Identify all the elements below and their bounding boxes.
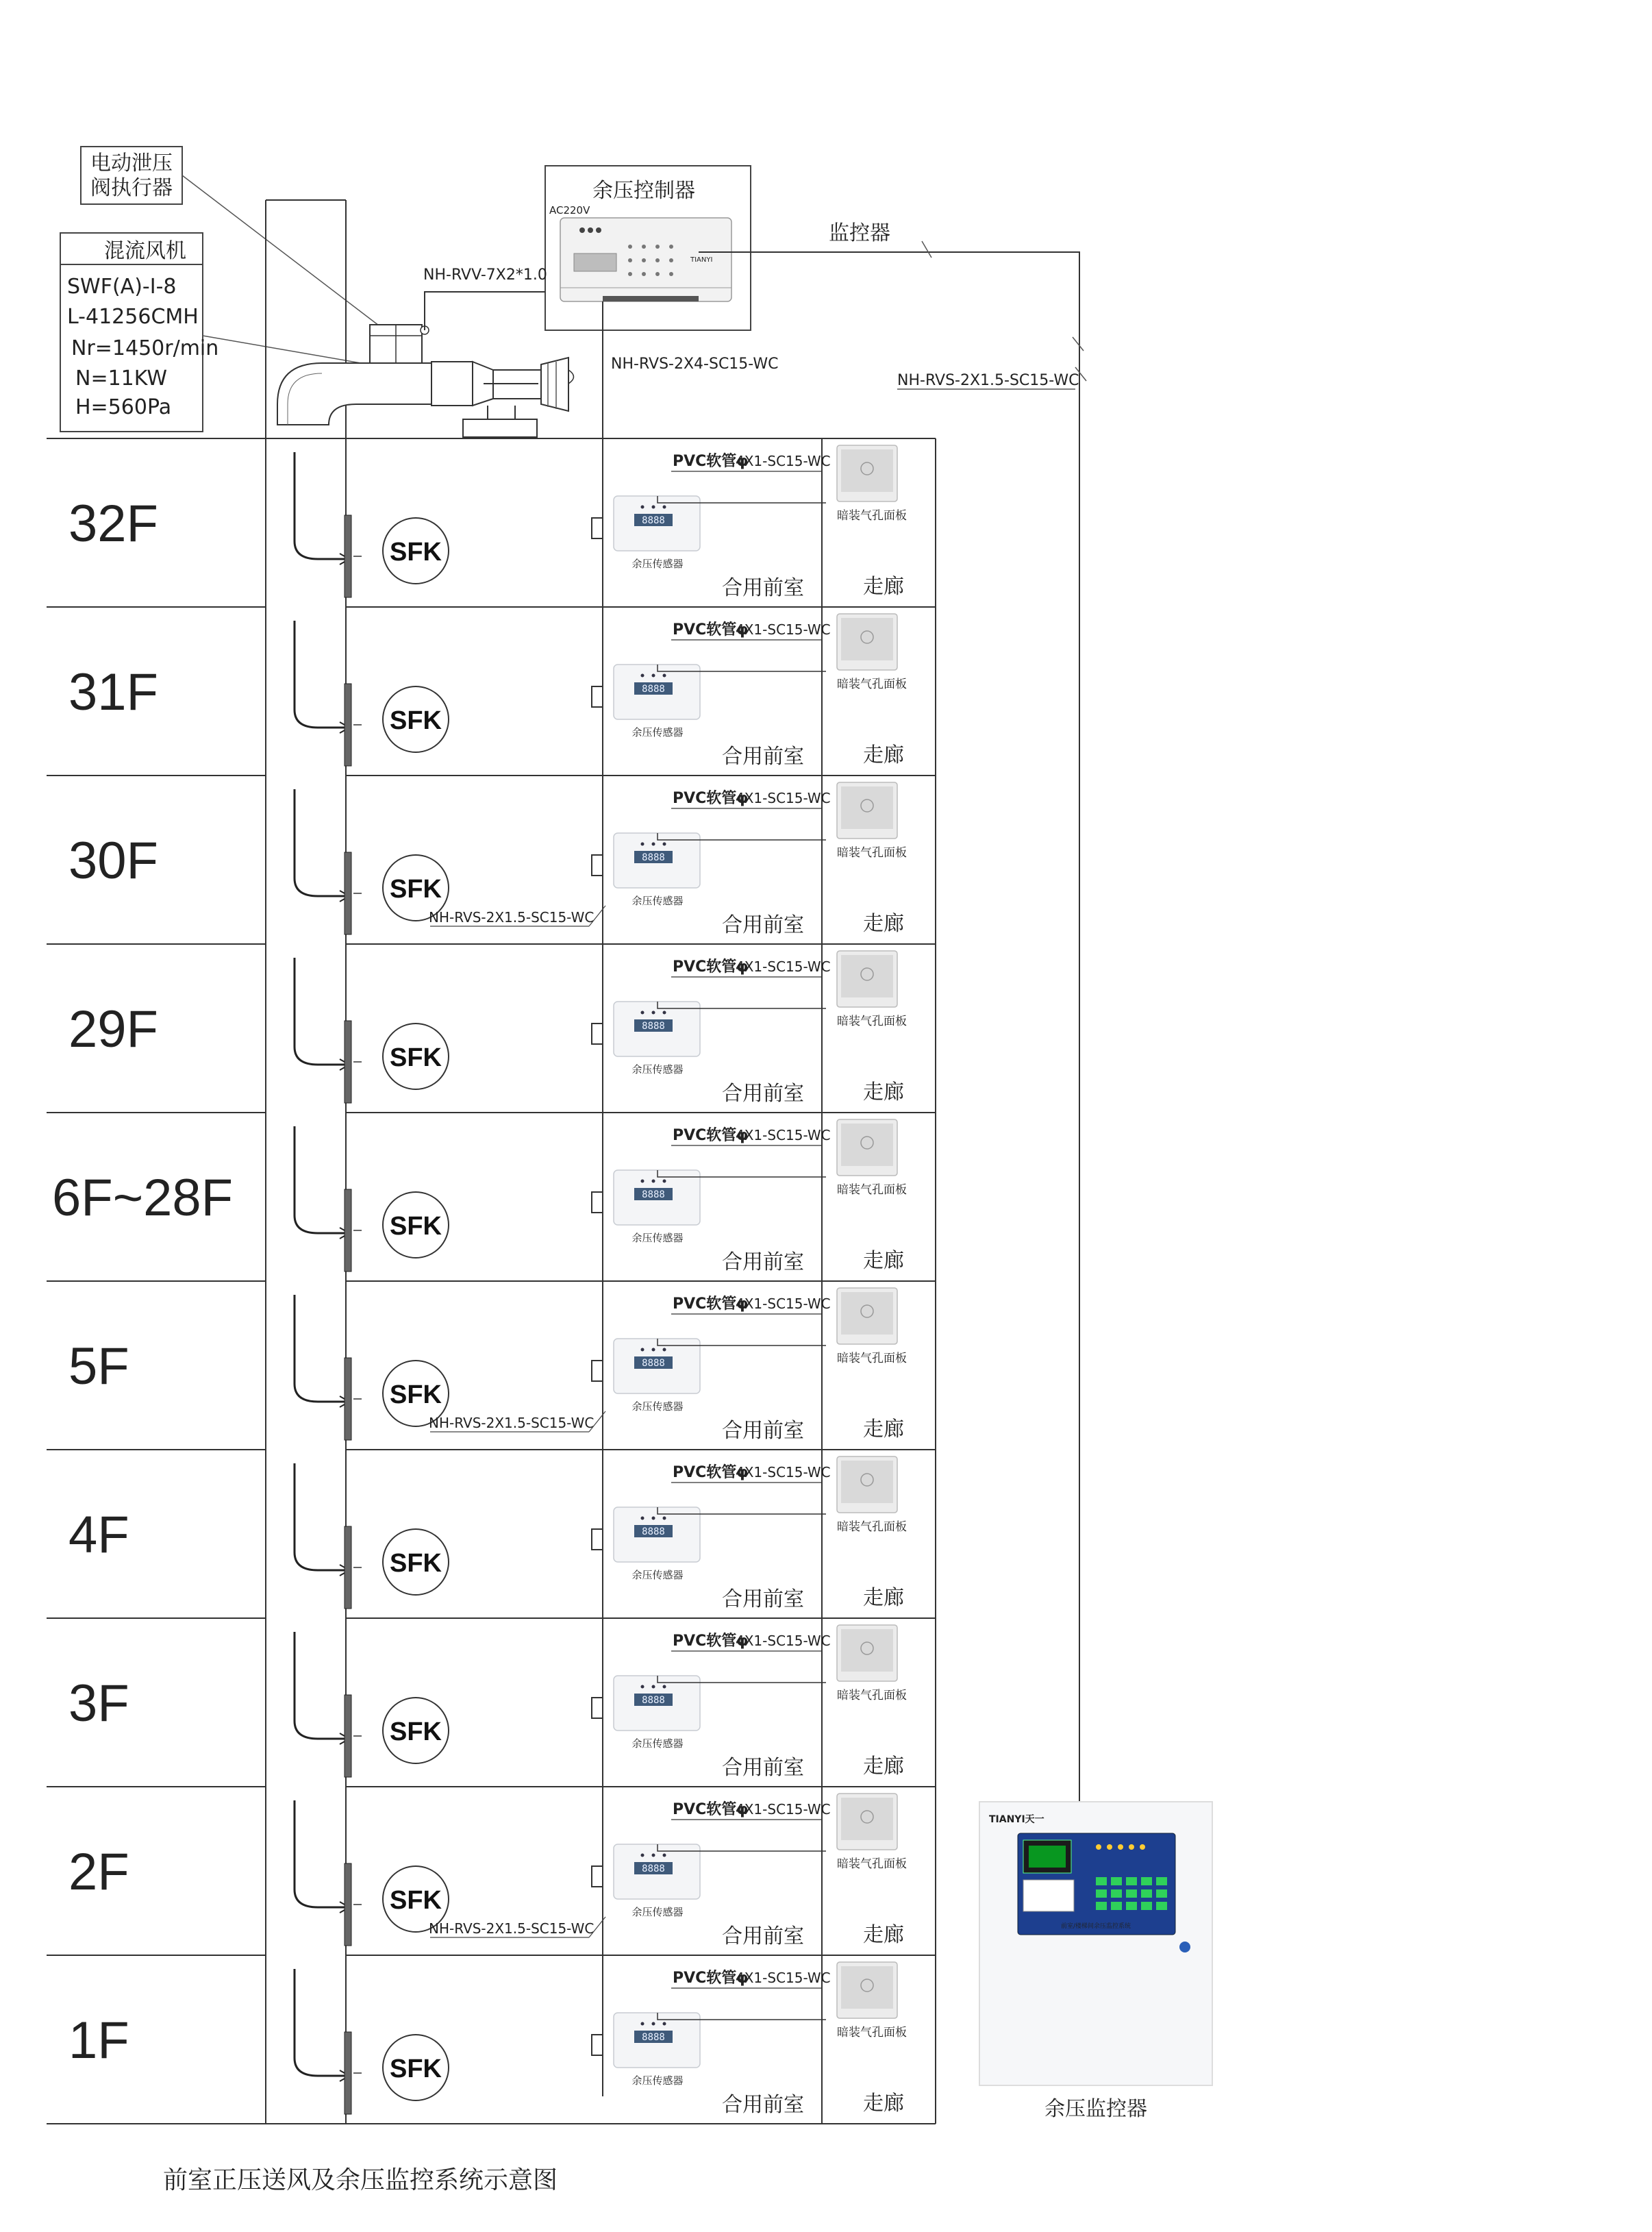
sensor-display-digits: 8888: [642, 2032, 665, 2043]
floor-label: 3F: [68, 1674, 129, 1733]
sensor-tap: [592, 686, 603, 707]
sensor-led-icon: [652, 843, 655, 846]
sfk-label: SFK: [390, 875, 442, 904]
sensor-led-icon: [663, 674, 666, 678]
panel-label: 暗装气孔面板: [837, 1857, 907, 1871]
sensor-led-icon: [641, 1348, 644, 1352]
sensor-led-icon: [641, 506, 644, 509]
pvc-label-bold: PVC软管φ: [673, 958, 749, 976]
sfk-label: SFK: [390, 1549, 442, 1578]
sfk-label: SFK: [390, 538, 442, 567]
floor-cable-label: NH-RVS-2X1.5-SC15-WC: [429, 1415, 595, 1431]
controller-power: AC220V: [549, 204, 590, 216]
pvc-label-bold: PVC软管φ: [673, 621, 749, 638]
monitor-panel-caption: 前室/楼梯间余压监控系统: [1060, 1923, 1131, 1930]
valve-actuator-label-1: 电动泄压: [90, 151, 173, 175]
controller-brand: TIANYI: [690, 256, 713, 264]
floor-row: [47, 1962, 936, 2124]
sensor-label: 余压传感器: [631, 895, 684, 907]
sensor-led-icon: [641, 1180, 644, 1183]
pvc-label-bold: PVC软管φ: [673, 790, 749, 807]
pvc-label-bold: PVC软管φ: [673, 1127, 749, 1144]
pvc-label-spec: 4X1-SC15-WC: [736, 1127, 831, 1143]
pvc-label-spec: 4X1-SC15-WC: [736, 1633, 831, 1649]
sensor-led-icon: [663, 1517, 666, 1520]
controller-title: 余压控制器: [592, 179, 695, 203]
sensor-label: 余压传感器: [631, 726, 684, 739]
sensor-label: 余压传感器: [631, 1906, 684, 1918]
pvc-label-bold: PVC软管φ: [673, 1464, 749, 1481]
duct-branch: [295, 452, 348, 559]
floor-row: [47, 1794, 936, 1955]
panel-face: [841, 618, 893, 660]
air-grille-icon: [345, 1863, 351, 1946]
sensor-led-icon: [652, 1517, 655, 1520]
sensor-led-icon: [663, 2022, 666, 2026]
room-label-corridor: 走廊: [863, 1586, 904, 1610]
pvc-label-bold: PVC软管φ: [673, 1295, 749, 1313]
pvc-label-spec: 4X1-SC15-WC: [736, 1970, 831, 1986]
floor-row: [47, 1456, 936, 1618]
fan-spec-1: SWF(A)-I-8: [67, 275, 177, 299]
floor-label: 29F: [68, 1000, 158, 1058]
sensor-tap: [592, 1698, 603, 1718]
room-label-corridor: 走廊: [863, 1754, 904, 1778]
air-grille-icon: [345, 1695, 351, 1777]
duct-branch: [295, 1632, 348, 1739]
fan-title: 混流风机: [104, 239, 186, 263]
floor-row: [47, 951, 936, 1113]
air-grille-icon: [345, 1358, 351, 1440]
monitor-brand: TIANYI天一: [989, 1814, 1044, 1825]
air-grille-icon: [345, 852, 351, 934]
sensor-led-icon: [641, 843, 644, 846]
sensor-led-icon: [652, 1685, 655, 1689]
sensor-led-icon: [652, 1348, 655, 1352]
room-label-front-room: 合用前室: [722, 745, 804, 769]
cable-monitor: NH-RVS-2X1.5-SC15-WC: [897, 372, 1079, 389]
floor-label: 31F: [68, 663, 158, 721]
room-label-front-room: 合用前室: [722, 576, 804, 600]
sensor-led-icon: [663, 1011, 666, 1015]
sensor-label: 余压传感器: [631, 2074, 684, 2087]
sensor-display-digits: 8888: [642, 1021, 665, 1032]
panel-label: 暗装气孔面板: [837, 678, 907, 691]
sensor-label: 余压传感器: [631, 1400, 684, 1413]
pvc-label-spec: 4X1-SC15-WC: [736, 958, 831, 975]
sensor-tap: [592, 518, 603, 538]
room-label-front-room: 合用前室: [722, 1587, 804, 1611]
room-label-corridor: 走廊: [863, 1417, 904, 1441]
floor-row: [47, 782, 936, 944]
air-grille-icon: [345, 1189, 351, 1272]
sensor-led-icon: [641, 1517, 644, 1520]
valve-actuator-label-2: 阀执行器: [90, 176, 173, 200]
sensor-led-icon: [663, 843, 666, 846]
room-label-corridor: 走廊: [863, 743, 904, 767]
sensor-led-icon: [641, 674, 644, 678]
floor-cable-label: NH-RVS-2X1.5-SC15-WC: [429, 909, 595, 926]
monitor-link-label: 监控器: [829, 221, 890, 245]
duct-branch: [295, 1295, 348, 1402]
floor-label: 6F~28F: [52, 1169, 234, 1227]
sensor-label: 余压传感器: [631, 558, 684, 570]
floor-label: 1F: [68, 2011, 129, 2070]
duct-branch: [295, 789, 348, 896]
floor-row: [47, 445, 936, 607]
sensor-led-icon: [652, 2022, 655, 2026]
monitor-label: 余压监控器: [1044, 2097, 1147, 2121]
diagram-title: 前室正压送风及余压监控系统示意图: [162, 2166, 558, 2194]
air-shaft: [266, 200, 346, 2124]
sensor-display-digits: 8888: [642, 1358, 665, 1369]
sensor-display-digits: 8888: [642, 1189, 665, 1200]
room-label-front-room: 合用前室: [722, 1082, 804, 1106]
pvc-label-spec: 4X1-SC15-WC: [736, 1801, 831, 1818]
room-label-corridor: 走廊: [863, 1080, 904, 1104]
floor-label: 2F: [68, 1843, 129, 1901]
cable-controller-bus: NH-RVS-2X4-SC15-WC: [611, 356, 779, 373]
sensor-led-icon: [663, 1854, 666, 1857]
duct-branch: [295, 1126, 348, 1233]
floor-row: [47, 1288, 936, 1450]
room-label-front-room: 合用前室: [722, 1924, 804, 1948]
pvc-label-spec: 4X1-SC15-WC: [736, 790, 831, 806]
panel-label: 暗装气孔面板: [837, 1520, 907, 1534]
sensor-led-icon: [663, 1348, 666, 1352]
sensor-tap: [592, 855, 603, 876]
sfk-label: SFK: [390, 2055, 442, 2083]
sensor-led-icon: [652, 1854, 655, 1857]
pressure-monitor-unit: [979, 1802, 1212, 2121]
sensor-tap: [592, 2035, 603, 2055]
sensor-led-icon: [641, 1685, 644, 1689]
floor-label: 4F: [68, 1506, 129, 1564]
sensor-display-digits: 8888: [642, 1526, 665, 1537]
sensor-tap: [592, 1192, 603, 1213]
pvc-label-bold: PVC软管φ: [673, 1801, 749, 1818]
air-grille-icon: [345, 684, 351, 766]
room-label-front-room: 合用前室: [722, 913, 804, 937]
duct-branch: [295, 958, 348, 1065]
duct-branch: [295, 621, 348, 728]
sensor-label: 余压传感器: [631, 1232, 684, 1244]
panel-label: 暗装气孔面板: [837, 2026, 907, 2039]
sensor-led-icon: [641, 1854, 644, 1857]
pvc-label-bold: PVC软管φ: [673, 1970, 749, 1987]
panel-face: [841, 955, 893, 997]
fan-spec-5: H=560Pa: [75, 395, 172, 419]
air-grille-icon: [345, 2032, 351, 2114]
floor-label: 5F: [68, 1337, 129, 1396]
sensor-display-digits: 8888: [642, 515, 665, 526]
sensor-led-icon: [641, 2022, 644, 2026]
panel-face: [841, 1124, 893, 1166]
fan-spec-2: L-41256CMH: [67, 305, 199, 329]
sensor-tap: [592, 1866, 603, 1887]
panel-label: 暗装气孔面板: [837, 1015, 907, 1028]
room-label-front-room: 合用前室: [722, 2093, 804, 2117]
panel-face: [841, 1461, 893, 1503]
sfk-label: SFK: [390, 1043, 442, 1072]
sensor-label: 余压传感器: [631, 1063, 684, 1076]
panel-face: [841, 786, 893, 829]
sensor-display-digits: 8888: [642, 1863, 665, 1874]
mixed-flow-fan: [277, 325, 574, 437]
room-label-corridor: 走廊: [863, 912, 904, 936]
floor-row: [47, 1625, 936, 1787]
sensor-led-icon: [652, 674, 655, 678]
room-label-corridor: 走廊: [863, 575, 904, 599]
sensor-led-icon: [663, 1685, 666, 1689]
duct-branch: [295, 1800, 348, 1907]
panel-face: [841, 1966, 893, 2009]
floor-label: 32F: [68, 495, 158, 553]
sensor-led-icon: [652, 506, 655, 509]
room-label-corridor: 走廊: [863, 1923, 904, 1947]
air-grille-icon: [345, 1021, 351, 1103]
sfk-label: SFK: [390, 1886, 442, 1915]
sensor-led-icon: [641, 1011, 644, 1015]
panel-label: 暗装气孔面板: [837, 1689, 907, 1702]
sensor-led-icon: [652, 1180, 655, 1183]
panel-label: 暗装气孔面板: [837, 1352, 907, 1365]
room-label-front-room: 合用前室: [722, 1419, 804, 1443]
sfk-label: SFK: [390, 706, 442, 735]
floor-row: [47, 1119, 936, 1281]
room-label-corridor: 走廊: [863, 2092, 904, 2116]
pvc-label-spec: 4X1-SC15-WC: [736, 1295, 831, 1312]
room-label-front-room: 合用前室: [722, 1250, 804, 1274]
pvc-label-spec: 4X1-SC15-WC: [736, 621, 831, 638]
pressure-controller: [545, 166, 751, 330]
air-grille-icon: [345, 1526, 351, 1609]
floor-label: 30F: [68, 832, 158, 890]
pvc-label-bold: PVC软管φ: [673, 1633, 749, 1650]
panel-face: [841, 1798, 893, 1840]
floor-cable-label: NH-RVS-2X1.5-SC15-WC: [429, 1920, 595, 1937]
fan-spec-4: N=11KW: [75, 367, 168, 390]
panel-label: 暗装气孔面板: [837, 1183, 907, 1197]
panel-face: [841, 1292, 893, 1335]
panel-label: 暗装气孔面板: [837, 509, 907, 523]
panel-label: 暗装气孔面板: [837, 846, 907, 860]
sensor-led-icon: [663, 1180, 666, 1183]
sfk-label: SFK: [390, 1380, 442, 1409]
sensor-display-digits: 8888: [642, 1695, 665, 1706]
panel-face: [841, 449, 893, 492]
panel-face: [841, 1629, 893, 1672]
sensor-led-icon: [652, 1011, 655, 1015]
sensor-tap: [592, 1361, 603, 1381]
pvc-label-spec: 4X1-SC15-WC: [736, 453, 831, 469]
sensor-display-digits: 8888: [642, 684, 665, 695]
room-label-corridor: 走廊: [863, 1249, 904, 1273]
pvc-label-bold: PVC软管φ: [673, 453, 749, 470]
sensor-display-digits: 8888: [642, 852, 665, 863]
floor-row: [47, 614, 936, 776]
sensor-tap: [592, 1024, 603, 1044]
sensor-label: 余压传感器: [631, 1737, 684, 1750]
room-label-front-room: 合用前室: [722, 1756, 804, 1780]
air-grille-icon: [345, 515, 351, 597]
sensor-label: 余压传感器: [631, 1569, 684, 1581]
pvc-label-spec: 4X1-SC15-WC: [736, 1464, 831, 1480]
sfk-label: SFK: [390, 1718, 442, 1746]
floor-rows: [47, 445, 936, 2124]
cable-fan-to-controller: NH-RVV-7X2*1.0: [423, 266, 547, 284]
sfk-label: SFK: [390, 1212, 442, 1241]
fan-spec-3: Nr=1450r/min: [71, 336, 219, 360]
duct-branch: [295, 1969, 348, 2076]
duct-branch: [295, 1463, 348, 1570]
sensor-tap: [592, 1529, 603, 1550]
sensor-led-icon: [663, 506, 666, 509]
